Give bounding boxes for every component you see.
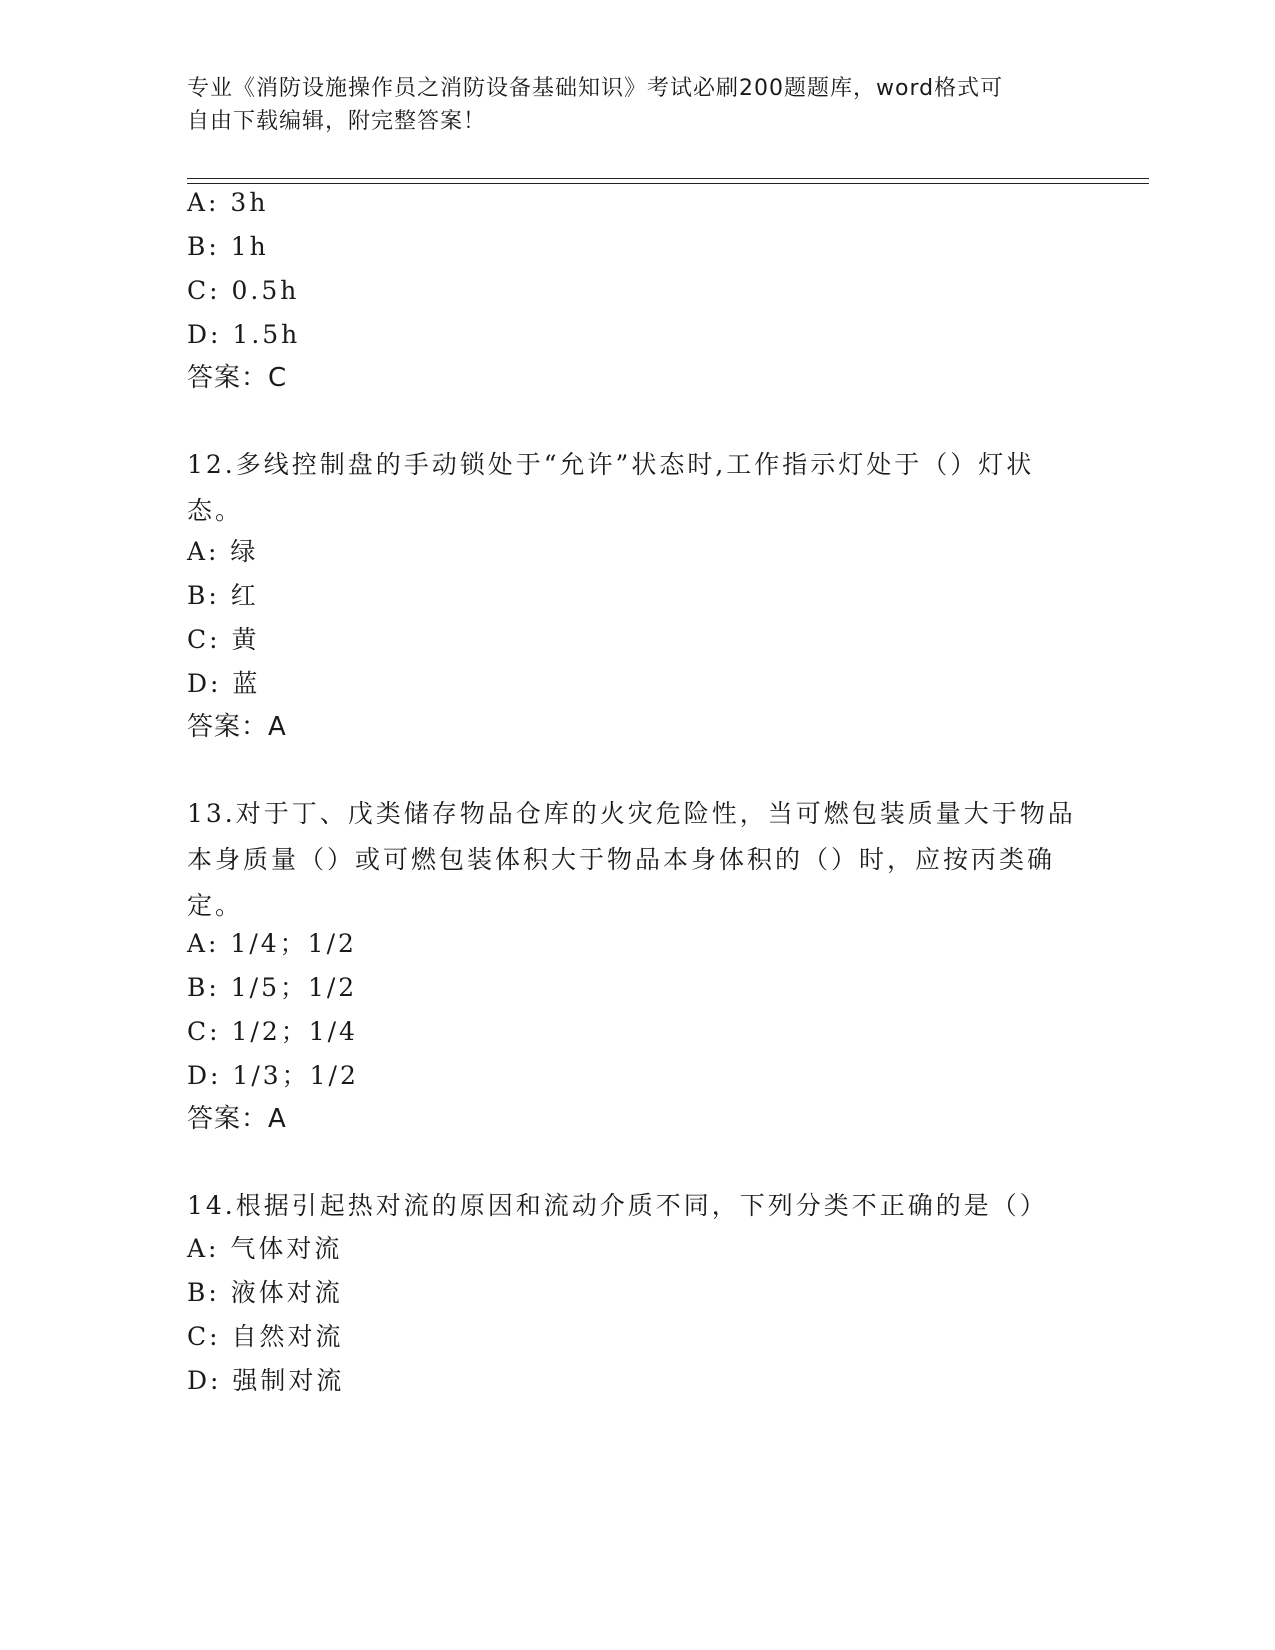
q12-option-a: A: 绿 [187,537,259,566]
q11-option-b: B: 1h [187,232,269,261]
header-divider-bottom [187,183,1149,184]
header-divider-top [187,178,1149,179]
q13-option-a: A: 1/4；1/2 [187,929,357,958]
q13-question: 13.对于丁、戊类储存物品仓库的火灾危险性，当可燃包装质量大于物品本身质量（）或可燃包装体积大于物品本身体积的（）时，应按丙类确定。 [187,799,1076,920]
q12-option-b: B: 红 [187,581,259,610]
q12-answer: 答案：A [187,712,287,742]
q14-option-b: B: 液体对流 [187,1278,343,1307]
q11-option-a: A: 3h [187,188,269,217]
q13-option-b: B: 1/5；1/2 [187,973,358,1002]
q14-option-d: D: 强制对流 [187,1366,345,1395]
q14-option-c: C: 自然对流 [187,1322,344,1351]
q11-option-c: C: 0.5h [187,276,300,305]
q12-option-c: C: 黄 [187,625,260,654]
q12-option-d: D: 蓝 [187,669,261,698]
q14-question: 14.根据引起热对流的原因和流动介质不同，下列分类不正确的是（） [187,1191,1048,1220]
q11-answer: 答案：C [187,363,288,393]
document-header: 专业《消防设施操作员之消防设备基础知识》考试必刷200题题库，word格式可 自由下载编辑，附完整答案！ [187,76,1004,134]
q13-option-d: D: 1/3；1/2 [187,1061,359,1090]
q13-option-c: C: 1/2；1/4 [187,1017,358,1046]
q14-option-a: A: 气体对流 [187,1234,343,1263]
q12-question: 12.多线控制盘的手动锁处于“允许”状态时,工作指示灯处于（）灯状态。 [187,450,1035,525]
q11-option-d: D: 1.5h [187,320,301,349]
q13-answer: 答案：A [187,1104,287,1134]
